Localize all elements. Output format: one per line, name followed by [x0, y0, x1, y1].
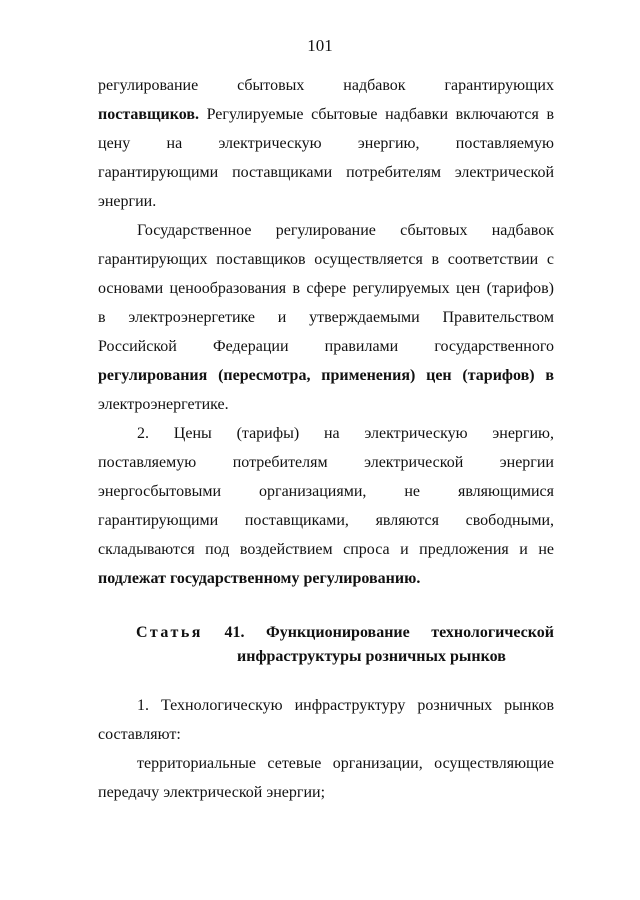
para3-line3: энергосбытовыми организациями, не являющимися: [98, 483, 554, 500]
article-title-line2: инфраструктуры розничных рынков: [237, 648, 506, 665]
para3-line6: подлежат государственному регулированию.: [98, 570, 421, 587]
para1-line2: [98, 103, 554, 127]
para3-line5: складываются под воздействием спроса и предложения и не: [98, 541, 554, 558]
para1-line1: регулирование сбытовых надбавок гарантирующих: [98, 77, 554, 94]
para5-line1: территориальные сетевые организации, осуществляющие: [137, 755, 554, 772]
para3-line4: гарантирующими поставщиками, являются свободными,: [98, 512, 554, 529]
para1-line5: энергии.: [98, 193, 157, 210]
para1-line3: цену на электрическую энергию, поставляемую: [98, 135, 554, 152]
para2-line3: основами ценообразования в сфере регулируемых цен (тарифов): [98, 280, 554, 297]
para2-line2: гарантирующих поставщиков осуществляется в соответствии с: [98, 251, 554, 268]
para2-line6: регулирования (пересмотра, применения) цен (тарифов) в: [98, 367, 554, 384]
article-number: 41.: [224, 624, 245, 641]
article-heading: [136, 621, 554, 645]
para1-line2-rest: Регулируемые сбытовые надбавки включаются в: [199, 106, 554, 123]
para2-line7: электроэнергетике.: [98, 396, 229, 413]
article-label: Статья: [136, 624, 203, 641]
para3-line1: 2. Цены (тарифы) на электрическую энергию,: [137, 425, 554, 442]
para3-line2: поставляемую потребителям электрической энергии: [98, 454, 554, 471]
article-title-line1: Функционирование технологической: [266, 624, 555, 641]
page-number: 101: [307, 36, 333, 55]
para4-line2: составляют:: [98, 726, 181, 743]
para1-line4: гарантирующими поставщиками потребителям электрической: [98, 164, 554, 181]
para2-line5: Российской Федерации правилами государственного: [98, 338, 554, 355]
para2-line4: в электроэнергетике и утверждаемыми Правительством: [98, 309, 554, 326]
para2-line1: Государственное регулирование сбытовых надбавок: [137, 222, 554, 239]
para4-line1: 1. Технологическую инфраструктуру розничных рынков: [137, 697, 554, 714]
para1-line2-bold: поставщиков.: [98, 106, 199, 123]
para5-line2: передачу электрической энергии;: [98, 784, 326, 801]
